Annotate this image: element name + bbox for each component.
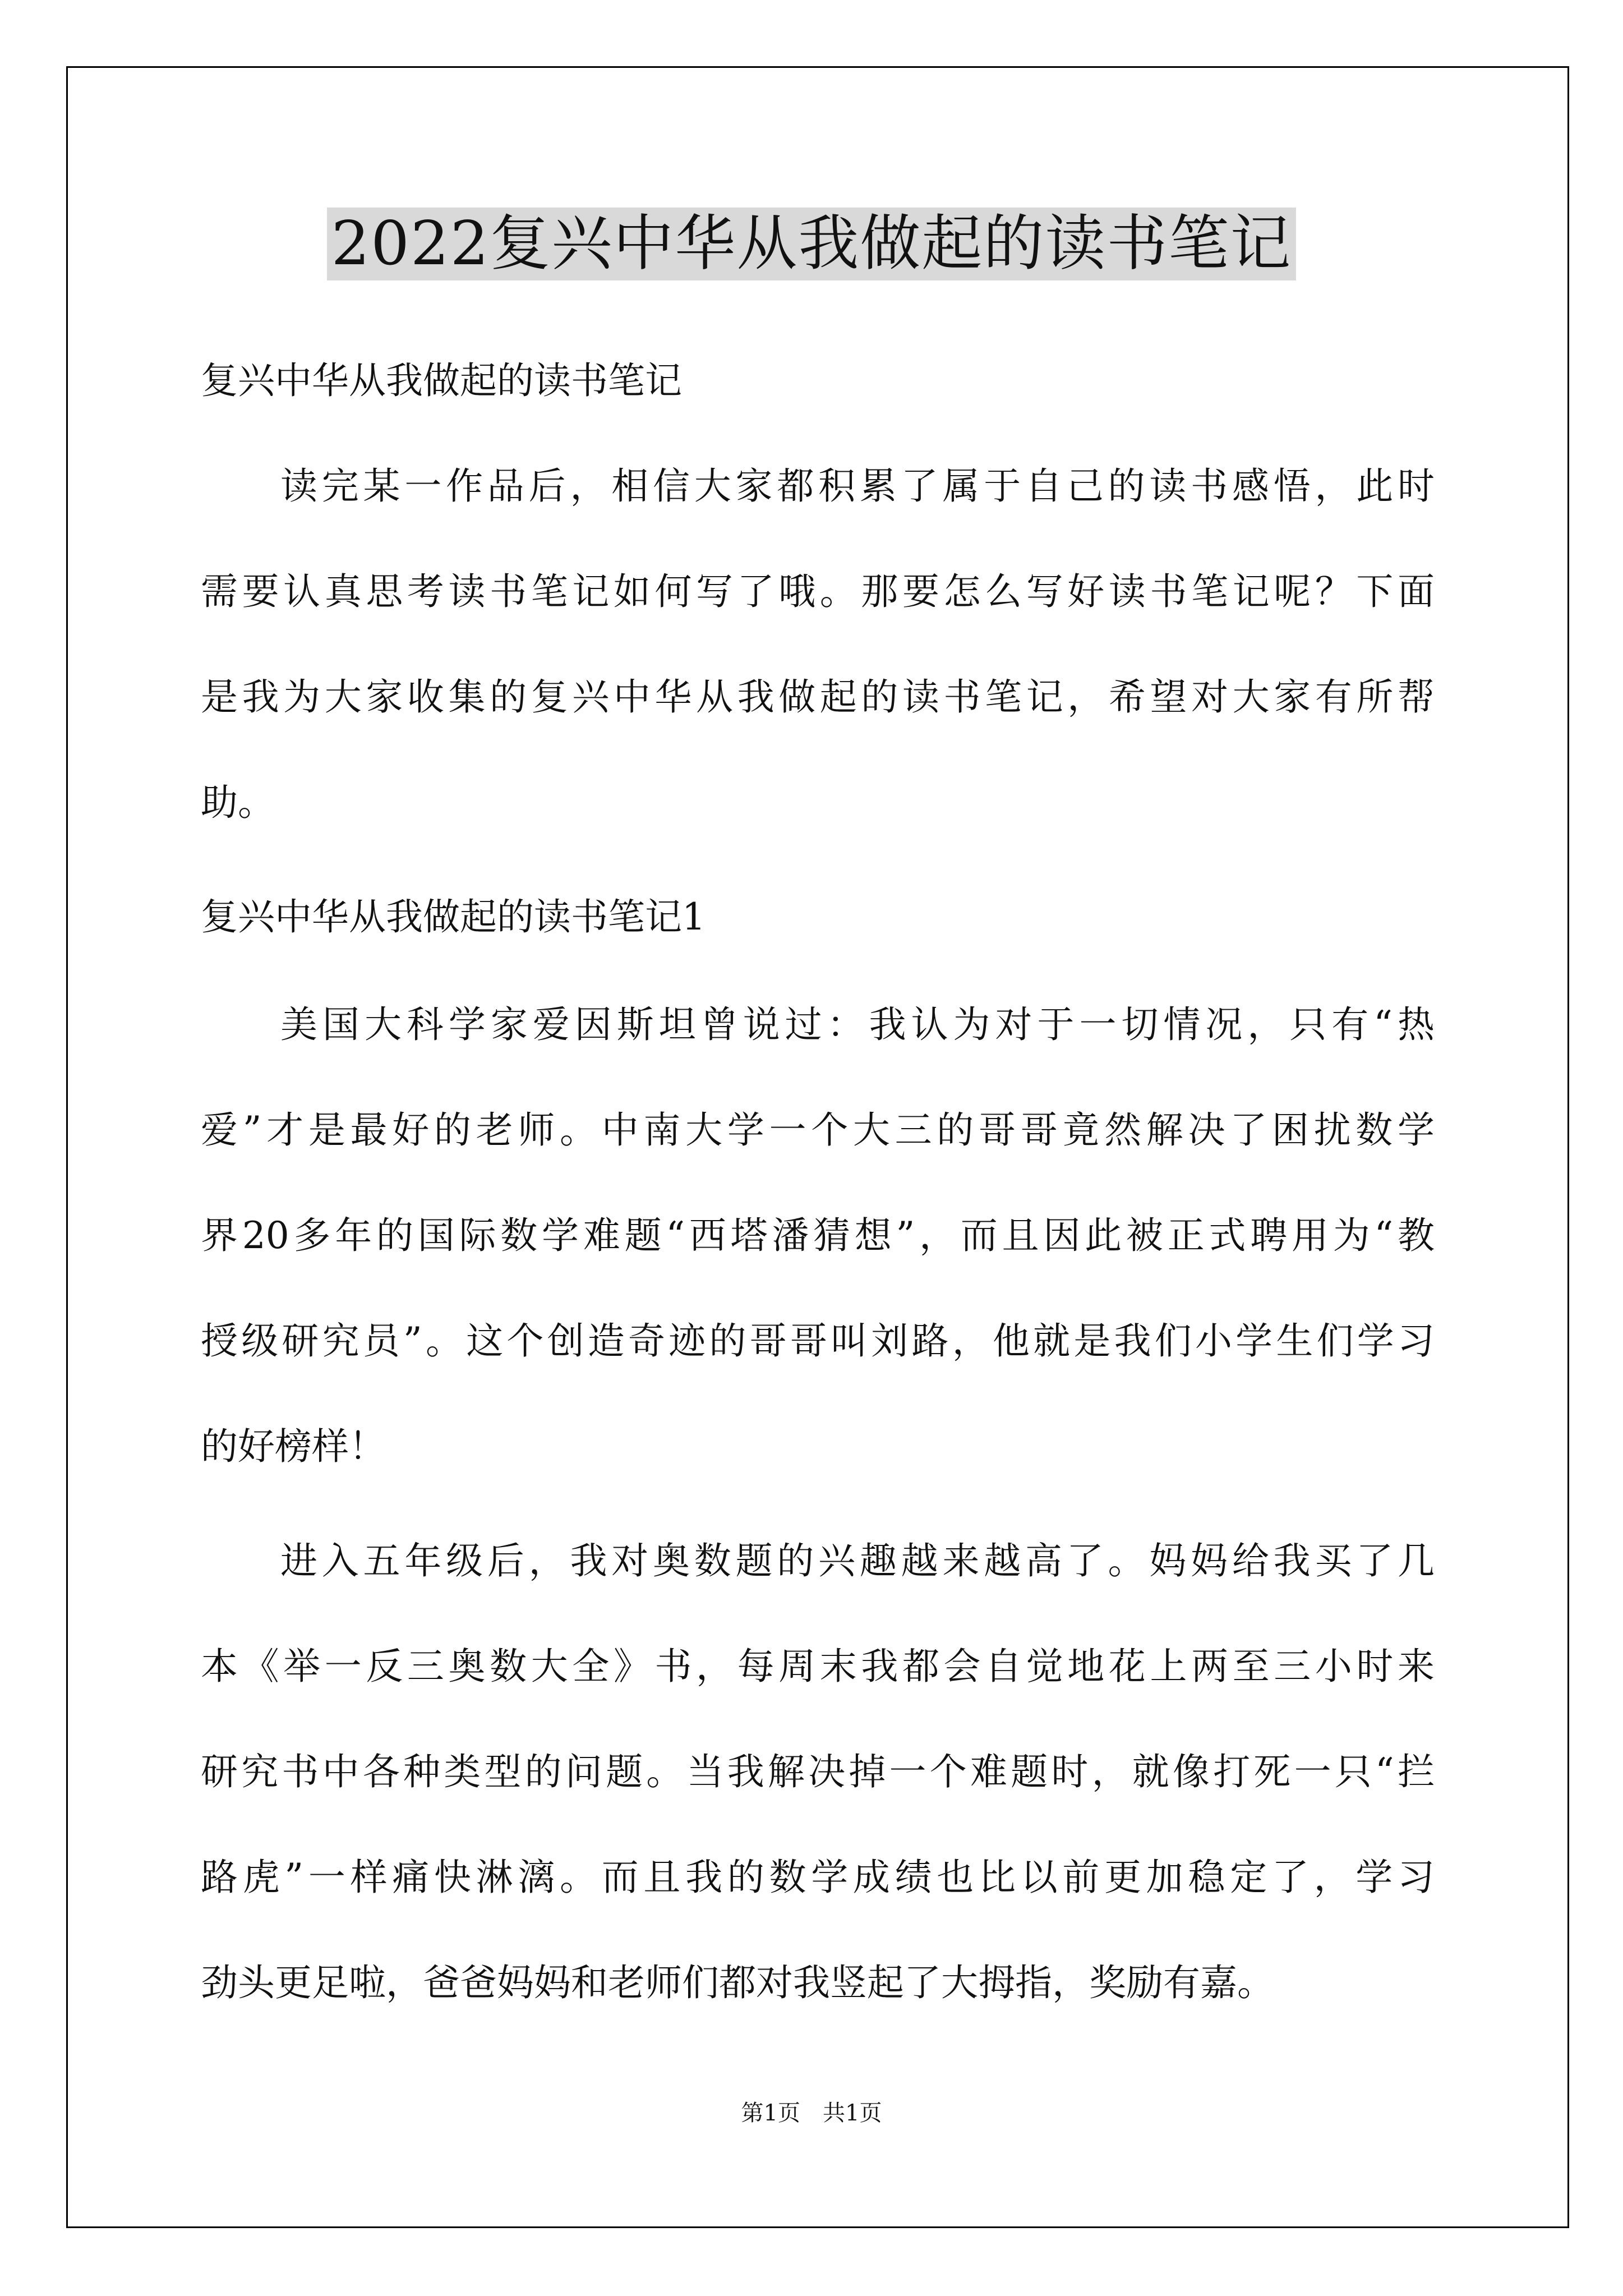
section-heading: 复兴中华从我做起的读书笔记1: [201, 895, 706, 938]
document-title: 2022复兴中华从我做起的读书笔记: [327, 208, 1297, 280]
body-line: 美国大科学家爱因斯坦曾说过：我认为对于一切情况，只有“热: [280, 1003, 1435, 1046]
body-line: 研究书中各种类型的问题。当我解决掉一个难题时，就像打死一只“拦: [201, 1750, 1435, 1793]
body-line: 是我为大家收集的复兴中华从我做起的读书笔记，希望对大家有所帮: [201, 675, 1435, 719]
body-line: 授级研究员”。这个创造奇迹的哥哥叫刘路，他就是我们小学生们学习: [201, 1319, 1435, 1363]
title-container: [0, 208, 1623, 280]
body-line: 的好榜样！: [201, 1425, 386, 1468]
body-line: 界20多年的国际数学难题“西塔潘猜想”，而且因此被正式聘用为“教: [201, 1214, 1435, 1257]
body-line: 进入五年级后，我对奥数题的兴趣越来越高了。妈妈给我买了几: [280, 1539, 1435, 1582]
page-number-footer: 第1页 共1页: [741, 2100, 882, 2126]
body-line: 本《举一反三奥数大全》书，每周末我都会自觉地花上两至三小时来: [201, 1645, 1435, 1688]
body-line: 劲头更足啦，爸爸妈妈和老师们都对我竖起了大拇指，奖励有嘉。: [201, 1961, 1274, 2004]
body-line: 读完某一作品后，相信大家都积累了属于自己的读书感悟，此时: [280, 464, 1435, 508]
body-line: 路虎”一样痛快淋漓。而且我的数学成绩也比以前更加稳定了，学习: [201, 1856, 1435, 1899]
body-line-heading: 复兴中华从我做起的读书笔记: [201, 359, 682, 402]
body-line: 需要认真思考读书笔记如何写了哦。那要怎么写好读书笔记呢？下面: [201, 570, 1435, 613]
body-line: 爱”才是最好的老师。中南大学一个大三的哥哥竟然解决了困扰数学: [201, 1108, 1435, 1152]
body-line: 助。: [201, 781, 275, 824]
